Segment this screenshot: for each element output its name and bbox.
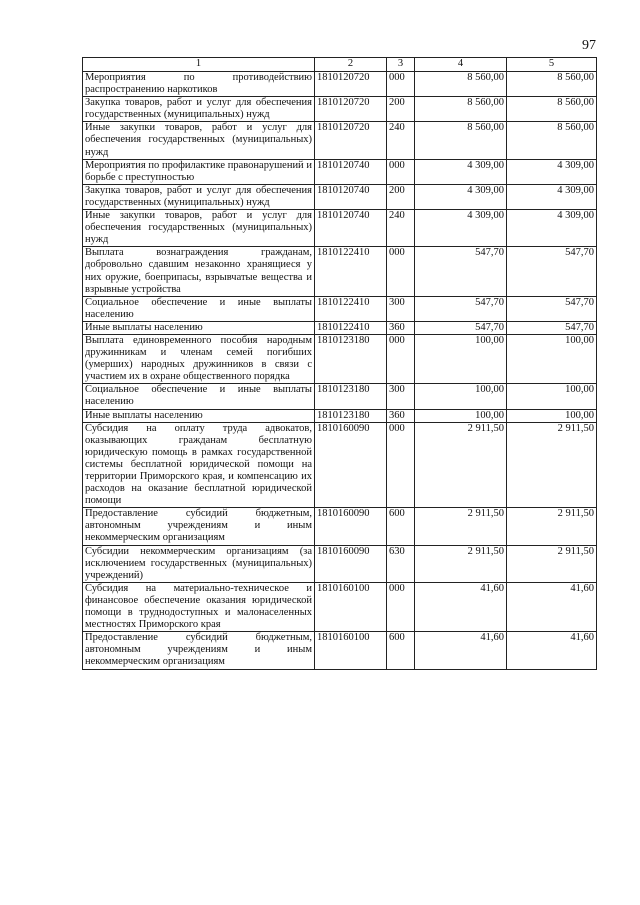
table-row (83, 384, 597, 409)
table-row (83, 296, 597, 321)
row-name: Закупка товаров, работ и услуг для обеспечения государственных (муниципальных) нужд (83, 97, 315, 122)
table-row (83, 184, 597, 209)
row-amount-1: 2 911,50 (415, 508, 507, 545)
table-row (83, 422, 597, 508)
row-amount-1: 2 911,50 (415, 545, 507, 582)
row-expense-type: 000 (387, 72, 415, 97)
row-name: Закупка товаров, работ и услуг для обеспечения государственных (муниципальных) нужд (83, 184, 315, 209)
row-amount-2: 100,00 (507, 334, 597, 383)
row-code: 1810122410 (315, 247, 387, 296)
row-amount-2: 2 911,50 (507, 422, 597, 508)
row-amount-2: 547,70 (507, 296, 597, 321)
table-row (83, 97, 597, 122)
row-amount-1: 547,70 (415, 296, 507, 321)
row-expense-type: 200 (387, 97, 415, 122)
row-amount-2: 547,70 (507, 247, 597, 296)
row-amount-1: 41,60 (415, 582, 507, 631)
row-amount-1: 2 911,50 (415, 422, 507, 508)
row-amount-1: 41,60 (415, 632, 507, 669)
row-code: 1810120720 (315, 122, 387, 159)
row-amount-2: 8 560,00 (507, 72, 597, 97)
table-row (83, 582, 597, 631)
table-row (83, 334, 597, 383)
row-amount-2: 547,70 (507, 321, 597, 334)
table-row (83, 210, 597, 247)
row-name: Социальное обеспечение и иные выплаты населению (83, 384, 315, 409)
row-name: Мероприятия по противодействию распространению наркотиков (83, 72, 315, 97)
row-name: Субсидия на оплату труда адвокатов, оказывающих гражданам бесплатную юридическую помощь в рамках государственной системы бесплатной юридической помощи на территории Приморского края, и компенсацию их расходов на оказание бесплатной юридической помощи (83, 422, 315, 508)
row-amount-2: 100,00 (507, 384, 597, 409)
row-expense-type: 200 (387, 184, 415, 209)
row-code: 1810123180 (315, 384, 387, 409)
row-expense-type: 360 (387, 409, 415, 422)
row-name: Предоставление субсидий бюджетным, автономным учреждениям и иным некоммерческим организациям (83, 632, 315, 669)
row-amount-1: 547,70 (415, 321, 507, 334)
column-header-amount-1: 4 (415, 58, 507, 72)
row-amount-2: 41,60 (507, 632, 597, 669)
row-amount-2: 2 911,50 (507, 545, 597, 582)
table-row (83, 632, 597, 669)
row-code: 1810120740 (315, 210, 387, 247)
column-header-name: 1 (83, 58, 315, 72)
table-row (83, 122, 597, 159)
row-name: Социальное обеспечение и иные выплаты населению (83, 296, 315, 321)
row-code: 1810160100 (315, 582, 387, 631)
row-amount-1: 4 309,00 (415, 159, 507, 184)
table-row (83, 409, 597, 422)
row-code: 1810123180 (315, 334, 387, 383)
row-name: Иные закупки товаров, работ и услуг для обеспечения государственных (муниципальных) нужд (83, 122, 315, 159)
row-expense-type: 000 (387, 582, 415, 631)
row-amount-1: 8 560,00 (415, 72, 507, 97)
row-name: Субсидии некоммерческим организациям (за исключением государственных (муниципальных) учреждений) (83, 545, 315, 582)
page-number: 97 (582, 38, 596, 53)
row-expense-type: 000 (387, 247, 415, 296)
row-code: 1810160090 (315, 422, 387, 508)
row-code: 1810123180 (315, 409, 387, 422)
row-code: 1810160090 (315, 545, 387, 582)
column-header-type: 3 (387, 58, 415, 72)
table-row (83, 72, 597, 97)
row-amount-2: 4 309,00 (507, 184, 597, 209)
table-row (83, 247, 597, 296)
row-amount-2: 2 911,50 (507, 508, 597, 545)
row-amount-2: 8 560,00 (507, 122, 597, 159)
row-name: Выплата единовременного пособия народным дружинникам и членам семей погибших (умерших) народных дружинников в связи с участием их в охране общественного порядка (83, 334, 315, 383)
row-code: 1810122410 (315, 296, 387, 321)
row-code: 1810120740 (315, 159, 387, 184)
row-expense-type: 000 (387, 334, 415, 383)
row-expense-type: 630 (387, 545, 415, 582)
row-amount-1: 547,70 (415, 247, 507, 296)
table-row (83, 321, 597, 334)
table-row (83, 545, 597, 582)
column-header-amount-2: 5 (507, 58, 597, 72)
row-expense-type: 600 (387, 508, 415, 545)
row-name: Иные закупки товаров, работ и услуг для обеспечения государственных (муниципальных) нужд (83, 210, 315, 247)
row-expense-type: 000 (387, 422, 415, 508)
row-expense-type: 360 (387, 321, 415, 334)
table-row (83, 508, 597, 545)
row-expense-type: 300 (387, 296, 415, 321)
budget-table (82, 57, 597, 670)
row-amount-2: 4 309,00 (507, 159, 597, 184)
row-expense-type: 300 (387, 384, 415, 409)
row-amount-1: 8 560,00 (415, 122, 507, 159)
row-code: 1810120720 (315, 97, 387, 122)
row-name: Выплата вознаграждения гражданам, добровольно сдавшим незаконно хранящиеся у них оружие, боеприпасы, взрывчатые вещества и взрывные устройства (83, 247, 315, 296)
row-amount-2: 4 309,00 (507, 210, 597, 247)
row-expense-type: 000 (387, 159, 415, 184)
row-amount-1: 100,00 (415, 334, 507, 383)
row-code: 1810120740 (315, 184, 387, 209)
row-amount-1: 4 309,00 (415, 184, 507, 209)
row-name: Субсидия на материально-техническое и финансовое обеспечение оказания юридической помощи в труднодоступных и малонаселенных местностях Приморского края (83, 582, 315, 631)
row-amount-1: 100,00 (415, 409, 507, 422)
column-header-code: 2 (315, 58, 387, 72)
row-name: Иные выплаты населению (83, 409, 315, 422)
header-row (83, 58, 597, 72)
row-amount-1: 8 560,00 (415, 97, 507, 122)
row-amount-2: 8 560,00 (507, 97, 597, 122)
row-expense-type: 240 (387, 210, 415, 247)
row-name: Предоставление субсидий бюджетным, автономным учреждениям и иным некоммерческим организациям (83, 508, 315, 545)
row-expense-type: 600 (387, 632, 415, 669)
row-expense-type: 240 (387, 122, 415, 159)
row-name: Иные выплаты населению (83, 321, 315, 334)
row-name: Мероприятия по профилактике правонарушений и борьбе с преступностью (83, 159, 315, 184)
row-code: 1810160100 (315, 632, 387, 669)
row-code: 1810122410 (315, 321, 387, 334)
row-amount-1: 4 309,00 (415, 210, 507, 247)
row-code: 1810120720 (315, 72, 387, 97)
table-row (83, 159, 597, 184)
row-code: 1810160090 (315, 508, 387, 545)
row-amount-1: 100,00 (415, 384, 507, 409)
row-amount-2: 100,00 (507, 409, 597, 422)
row-amount-2: 41,60 (507, 582, 597, 631)
